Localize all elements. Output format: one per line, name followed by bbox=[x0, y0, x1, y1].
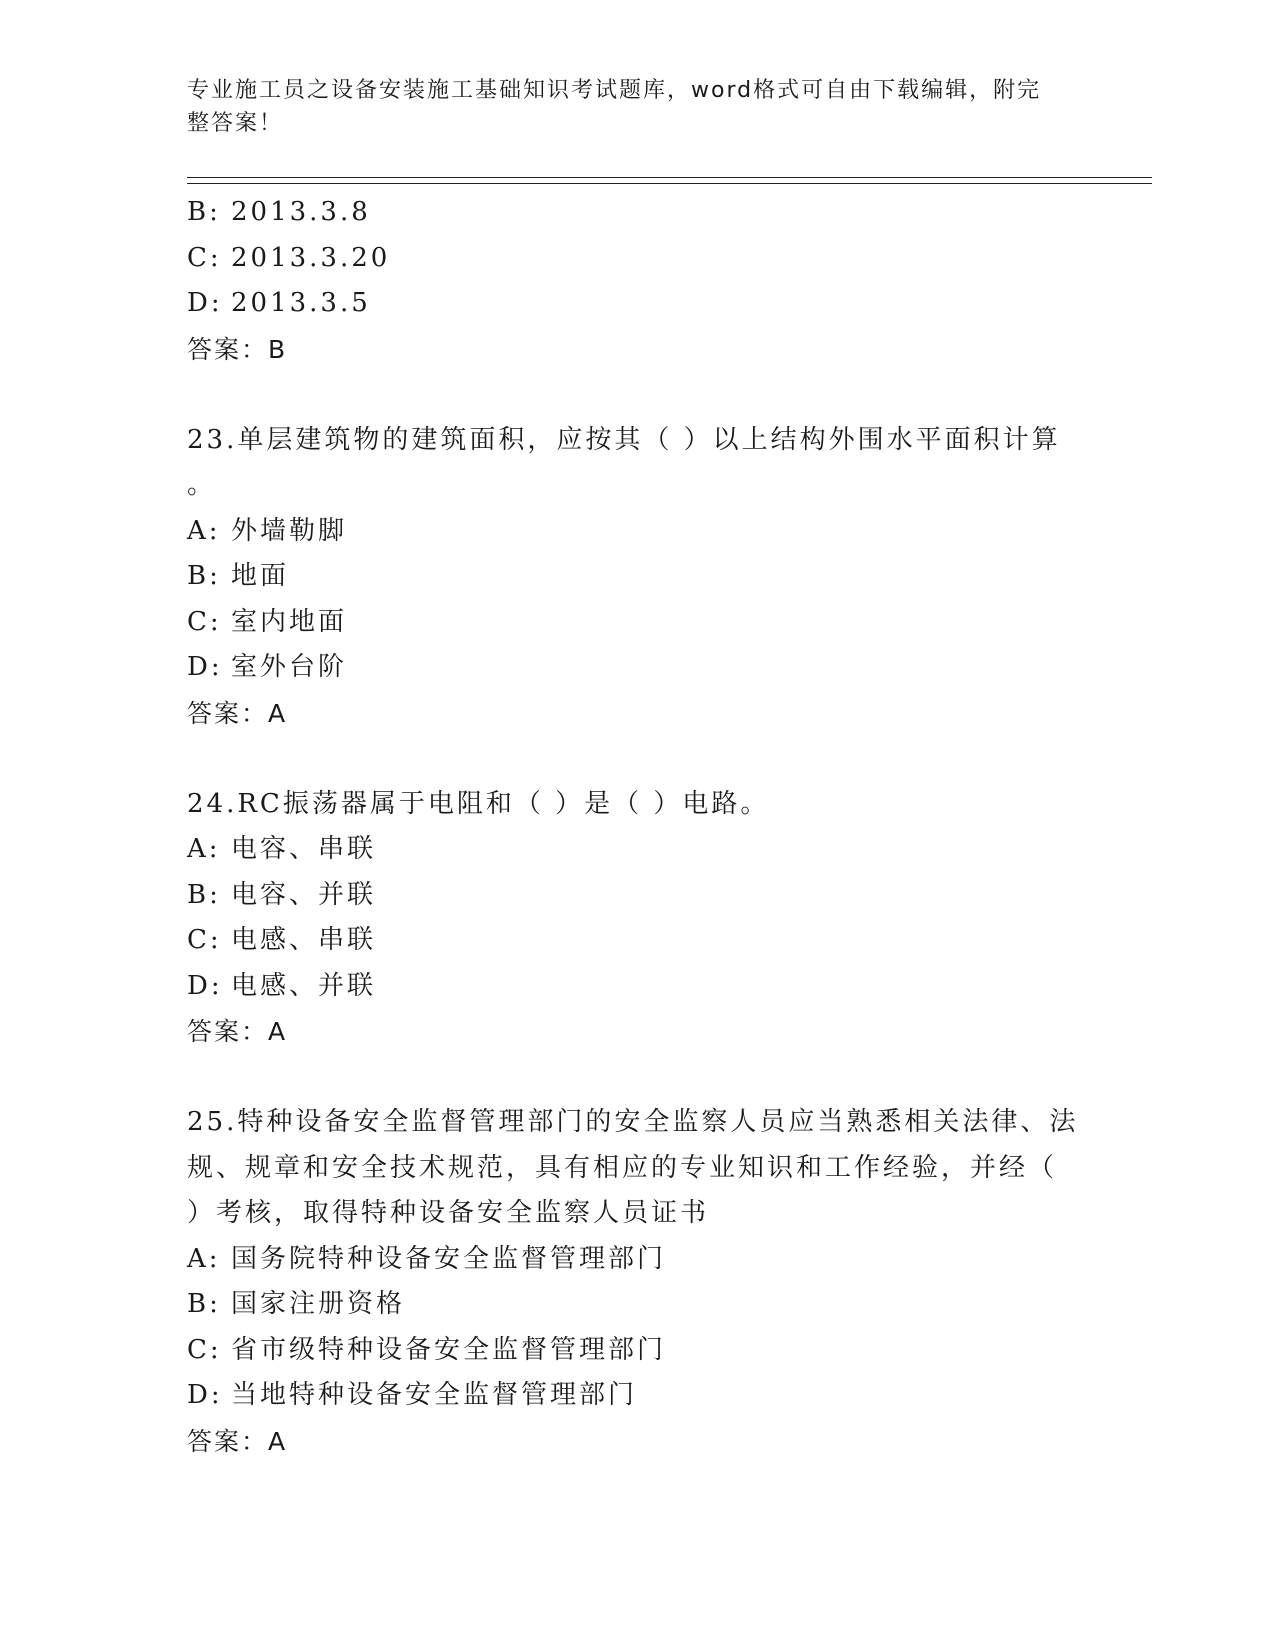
document-header bbox=[187, 74, 1067, 140]
spacer bbox=[187, 736, 1087, 782]
question-text: 24.RC振荡器属于电阻和（ ）是（ ）电路。 bbox=[187, 788, 770, 819]
option-c: C: 电感、串联 bbox=[187, 925, 377, 955]
header-divider-top bbox=[187, 177, 1152, 178]
answer: 答案：A bbox=[187, 1426, 288, 1456]
option-d: D: 当地特种设备安全监督管理部门 bbox=[187, 1380, 638, 1410]
question-text: 25.特种设备安全监督管理部门的安全监察人员应当熟悉相关法律、法 bbox=[187, 1107, 1079, 1137]
header-line-2: 整答案！ bbox=[187, 111, 284, 136]
option-d: D: 2013.3.5 bbox=[187, 288, 371, 318]
header-divider-bottom bbox=[187, 183, 1152, 184]
option-c: C: 省市级特种设备安全监督管理部门 bbox=[187, 1334, 667, 1365]
option-b: B: 电容、并联 bbox=[187, 879, 377, 910]
question-23 bbox=[187, 418, 1087, 737]
answer: 答案：A bbox=[187, 1017, 288, 1046]
question-text: 23.单层建筑物的建筑面积，应按其（ ）以上结构外围水平面积计算 bbox=[187, 424, 1061, 455]
option-d: D: 电感、并联 bbox=[187, 970, 377, 1001]
option-b: B: 国家注册资格 bbox=[187, 1289, 406, 1319]
option-d: D: 室外台阶 bbox=[187, 652, 348, 682]
question-text-cont: 。 bbox=[187, 470, 217, 500]
question-content bbox=[187, 190, 1087, 1464]
spacer bbox=[187, 372, 1087, 418]
option-b: B: 2013.3.8 bbox=[187, 197, 371, 227]
option-c: C: 2013.3.20 bbox=[187, 242, 391, 273]
answer: 答案：B bbox=[187, 334, 288, 364]
option-a: A: 国务院特种设备安全监督管理部门 bbox=[187, 1243, 667, 1274]
question-24 bbox=[187, 782, 1087, 1055]
option-b: B: 地面 bbox=[187, 561, 290, 591]
question-25 bbox=[187, 1100, 1087, 1464]
question-text-cont: ）考核，取得特种设备安全监察人员证书 bbox=[187, 1198, 710, 1228]
header-line-1: 专业施工员之设备安装施工基础知识考试题库，word格式可自由下载编辑，附完 bbox=[187, 78, 1042, 103]
question-text-cont: 规、规章和安全技术规范，具有相应的专业知识和工作经验，并经（ bbox=[187, 1152, 1058, 1183]
option-c: C: 室内地面 bbox=[187, 606, 348, 637]
option-a: A: 外墙勒脚 bbox=[187, 515, 348, 546]
answer: 答案：A bbox=[187, 698, 288, 728]
spacer bbox=[187, 1055, 1087, 1101]
question-22 bbox=[187, 190, 1087, 372]
option-a: A: 电容、串联 bbox=[187, 834, 377, 864]
